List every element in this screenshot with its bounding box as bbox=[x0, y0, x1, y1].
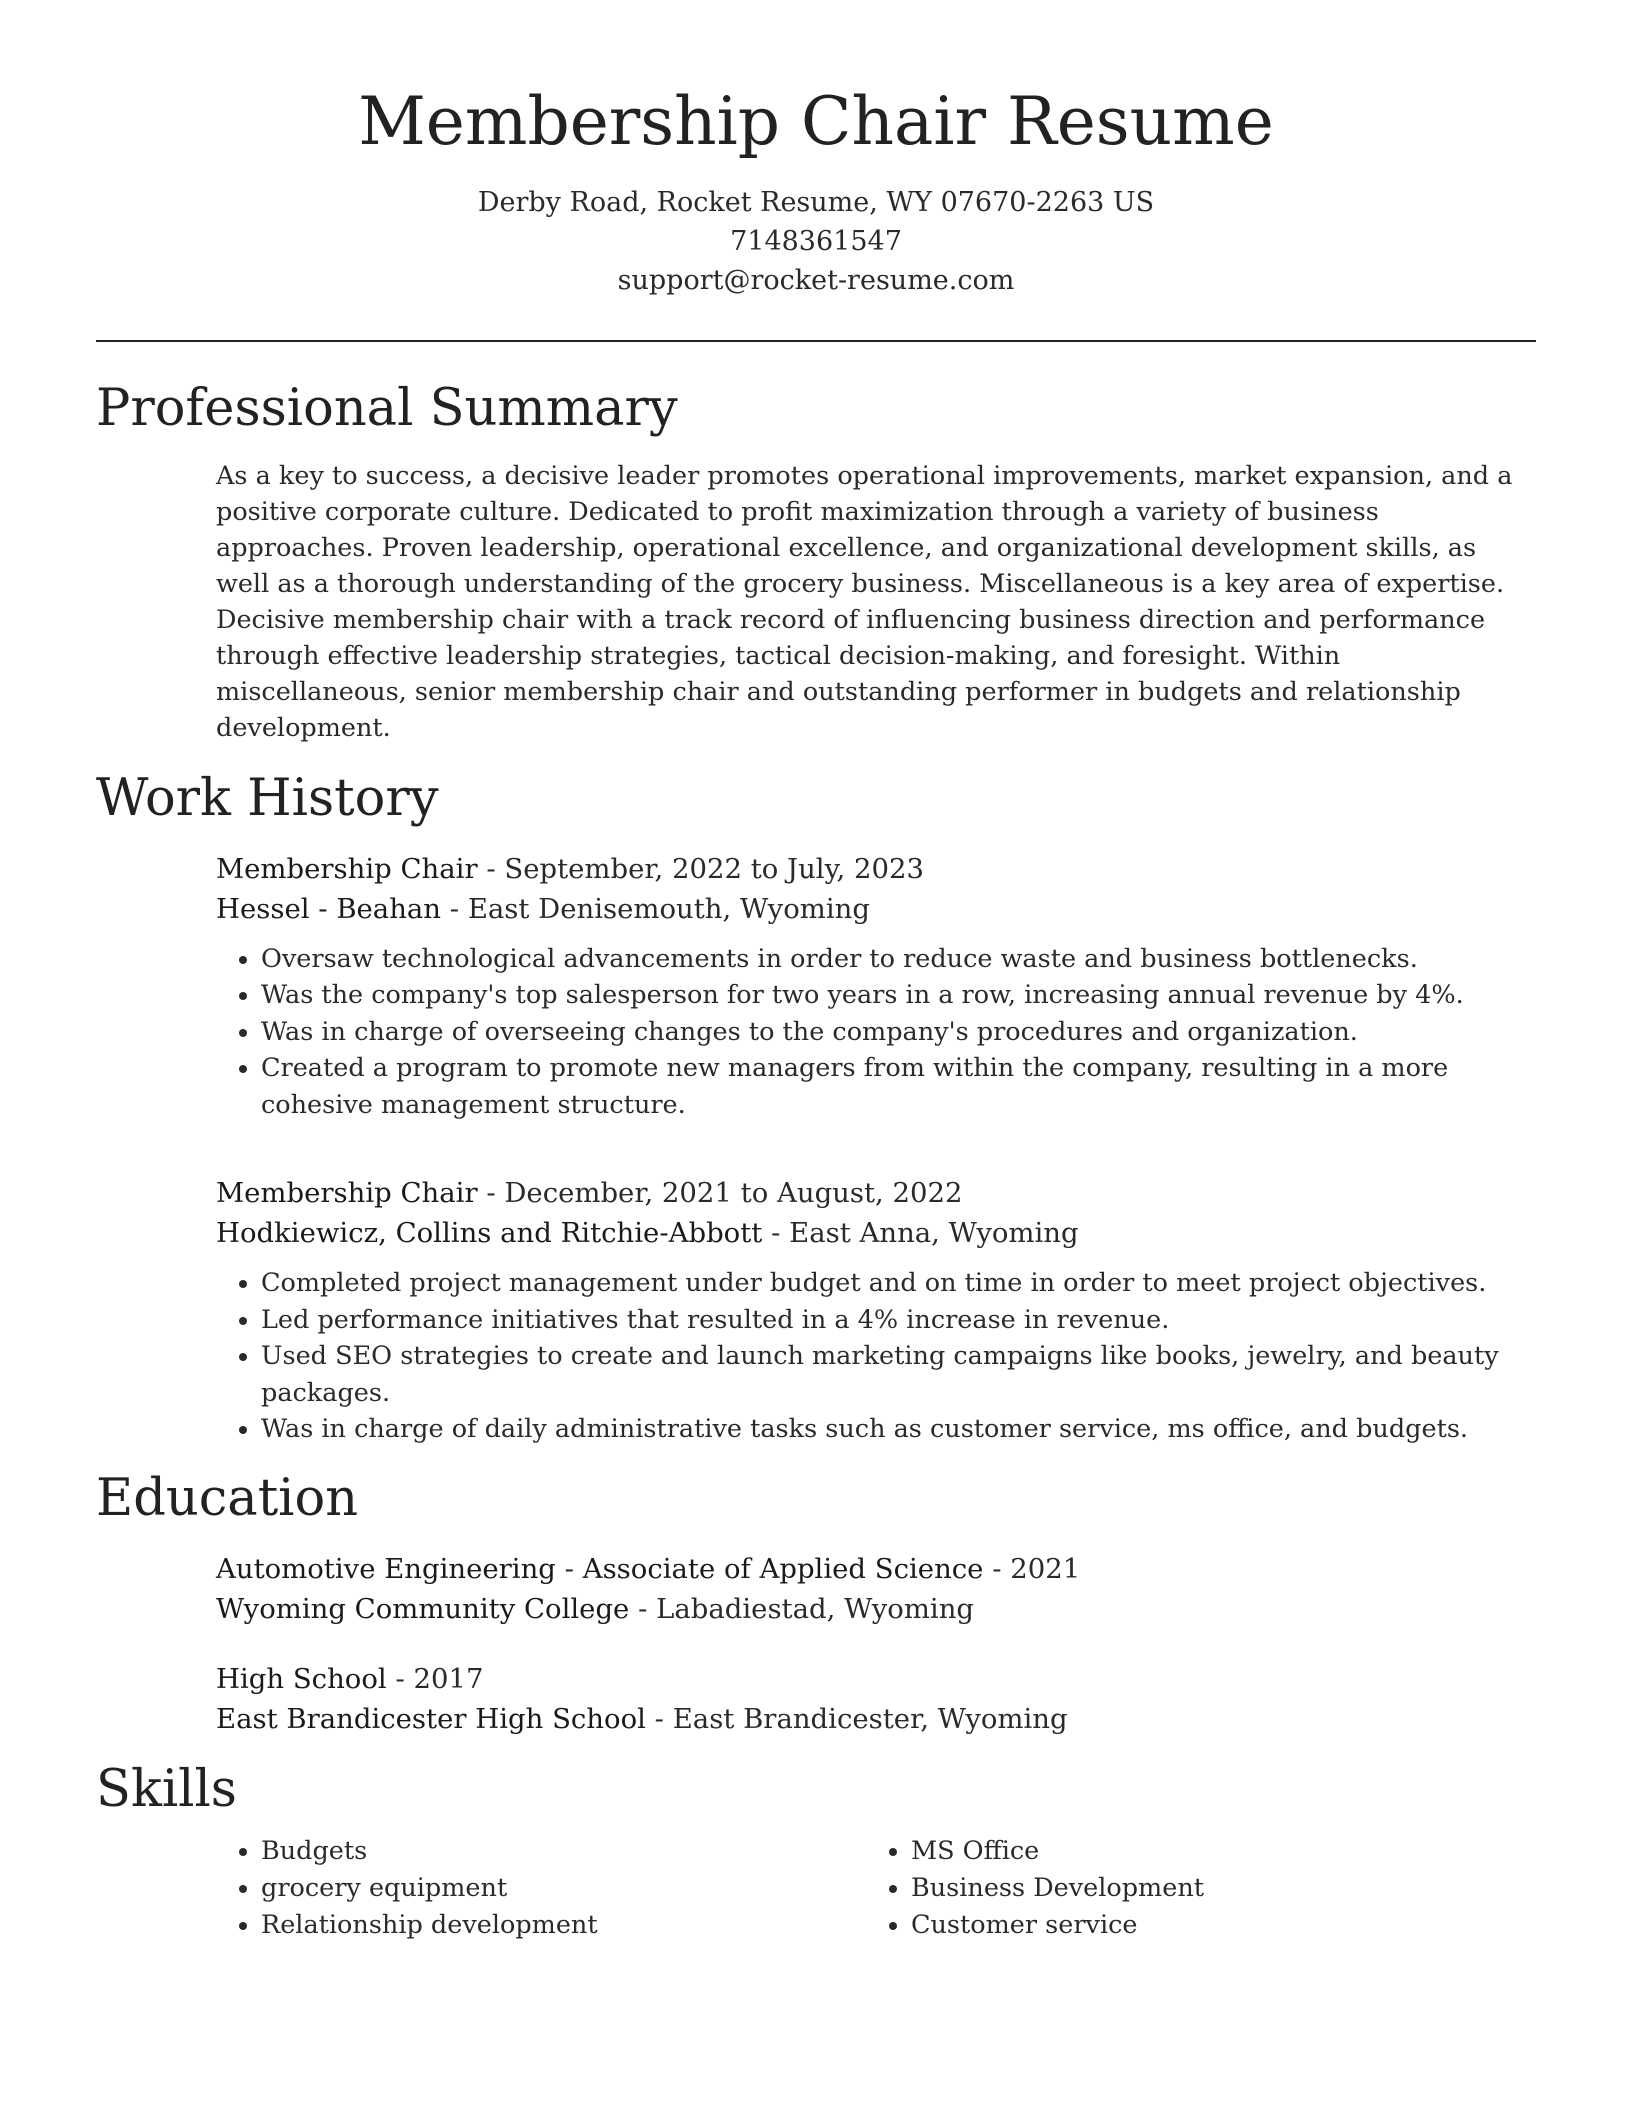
list-item: • Created a program to promote new managers from within the company, resulting in a more cohesive management structure. bbox=[261, 1050, 1536, 1123]
job-dates: September, 2022 to July, 2023 bbox=[504, 852, 924, 885]
section-title-education: Education bbox=[96, 1468, 359, 1528]
education-year: 2017 bbox=[413, 1662, 484, 1695]
education-degree-line: Automotive Engineering - Associate of Applied Science - 2021 bbox=[216, 1552, 1081, 1585]
job-entry bbox=[216, 1173, 1536, 1448]
list-item: • Led performance initiatives that resulted in a 4% increase in revenue. bbox=[261, 1302, 1536, 1339]
education-field: Automotive Engineering bbox=[216, 1552, 556, 1585]
job-bullets bbox=[216, 941, 1536, 1124]
list-item: • Completed project management under budget and on time in order to meet project objectives. bbox=[261, 1265, 1536, 1302]
list-item: • Was in charge of daily administrative tasks such as customer service, ms office, and budgets. bbox=[261, 1411, 1536, 1448]
job-title-line: Membership Chair - September, 2022 to July, 2023 bbox=[216, 852, 924, 885]
list-item: • Used SEO strategies to create and launch marketing campaigns like books, jewelry, and beauty packages. bbox=[261, 1338, 1536, 1411]
education-degree: Associate of Applied Science bbox=[582, 1552, 984, 1585]
skills-column-left bbox=[216, 1833, 866, 1944]
skills-grid bbox=[216, 1833, 1536, 1944]
header-divider bbox=[96, 340, 1536, 342]
job-company: Hessel - Beahan bbox=[216, 892, 442, 925]
job-location: East Anna, Wyoming bbox=[789, 1217, 1079, 1250]
job-company-line: Hodkiewicz, Collins and Ritchie-Abbott - East Anna, Wyoming bbox=[216, 1217, 1079, 1250]
job-dates: December, 2021 to August, 2022 bbox=[504, 1177, 963, 1210]
skill-item: • Relationship development bbox=[261, 1907, 866, 1944]
resume-title: Membership Chair Resume bbox=[358, 83, 1274, 160]
education-school-line: East Brandicester High School - East Brandicester, Wyoming bbox=[216, 1702, 1068, 1735]
education-degree-line: High School - 2017 bbox=[216, 1662, 484, 1695]
list-item: • Was in charge of overseeing changes to the company's procedures and organization. bbox=[261, 1014, 1536, 1051]
education-field: High School bbox=[216, 1662, 387, 1695]
job-company-line: Hessel - Beahan - East Denisemouth, Wyoming bbox=[216, 892, 870, 925]
skills-column-right bbox=[866, 1833, 1516, 1944]
education-entry bbox=[216, 1549, 1536, 1629]
work-history-section bbox=[96, 849, 1536, 1470]
job-entry bbox=[216, 849, 1536, 1124]
contact-phone: 7148361547 bbox=[730, 225, 902, 257]
skill-item: • MS Office bbox=[911, 1833, 1516, 1870]
list-item: • Was the company's top salesperson for two years in a row, increasing annual revenue by 4%. bbox=[261, 977, 1536, 1014]
job-bullets bbox=[216, 1265, 1536, 1448]
education-school-line: Wyoming Community College - Labadiestad, Wyoming bbox=[216, 1592, 975, 1625]
job-role: Membership Chair bbox=[216, 1177, 478, 1210]
education-location: Labadiestad, Wyoming bbox=[656, 1592, 975, 1625]
skill-item: • Budgets bbox=[261, 1833, 866, 1870]
education-year: 2021 bbox=[1010, 1552, 1081, 1585]
skills-section bbox=[96, 1833, 1536, 1944]
job-company: Hodkiewicz, Collins and Ritchie-Abbott bbox=[216, 1217, 763, 1250]
job-title-line: Membership Chair - December, 2021 to August, 2022 bbox=[216, 1177, 963, 1210]
section-title-summary: Professional Summary bbox=[96, 378, 678, 438]
job-role: Membership Chair bbox=[216, 852, 478, 885]
contact-address: Derby Road, Rocket Resume, WY 07670-2263 US bbox=[477, 186, 1155, 218]
education-location: East Brandicester, Wyoming bbox=[672, 1702, 1068, 1735]
skill-item: • grocery equipment bbox=[261, 1870, 866, 1907]
section-title-skills: Skills bbox=[96, 1759, 237, 1819]
contact-email: support@rocket-resume.com bbox=[617, 264, 1015, 296]
skill-item: • Business Development bbox=[911, 1870, 1516, 1907]
education-school: Wyoming Community College bbox=[216, 1592, 630, 1625]
summary-text: As a key to success, a decisive leader promotes operational improvements, market expansion, and a positive corporate culture. Dedicated to profit maximization through a variety of business approaches. Proven leadership, operational excellence, and organizational development skills, as well as a thorough understanding of the grocery business. Miscellaneous is a key area of expertise. Decisive membership chair with a track record of influencing business direction and performance through effective leadership strategies, tactical decision-making, and foresight. Within miscellaneous, senior membership chair and outstanding performer in budgets and relationship development. bbox=[216, 461, 1513, 744]
resume-header bbox=[96, 0, 1536, 300]
summary-section bbox=[96, 458, 1536, 746]
job-location: East Denisemouth, Wyoming bbox=[467, 892, 870, 925]
skill-item: • Customer service bbox=[911, 1907, 1516, 1944]
education-school: East Brandicester High School bbox=[216, 1702, 646, 1735]
education-entry bbox=[216, 1659, 1536, 1739]
education-section bbox=[96, 1549, 1536, 1761]
list-item: • Oversaw technological advancements in order to reduce waste and business bottlenecks. bbox=[261, 941, 1536, 978]
section-title-work-history: Work History bbox=[96, 769, 439, 829]
